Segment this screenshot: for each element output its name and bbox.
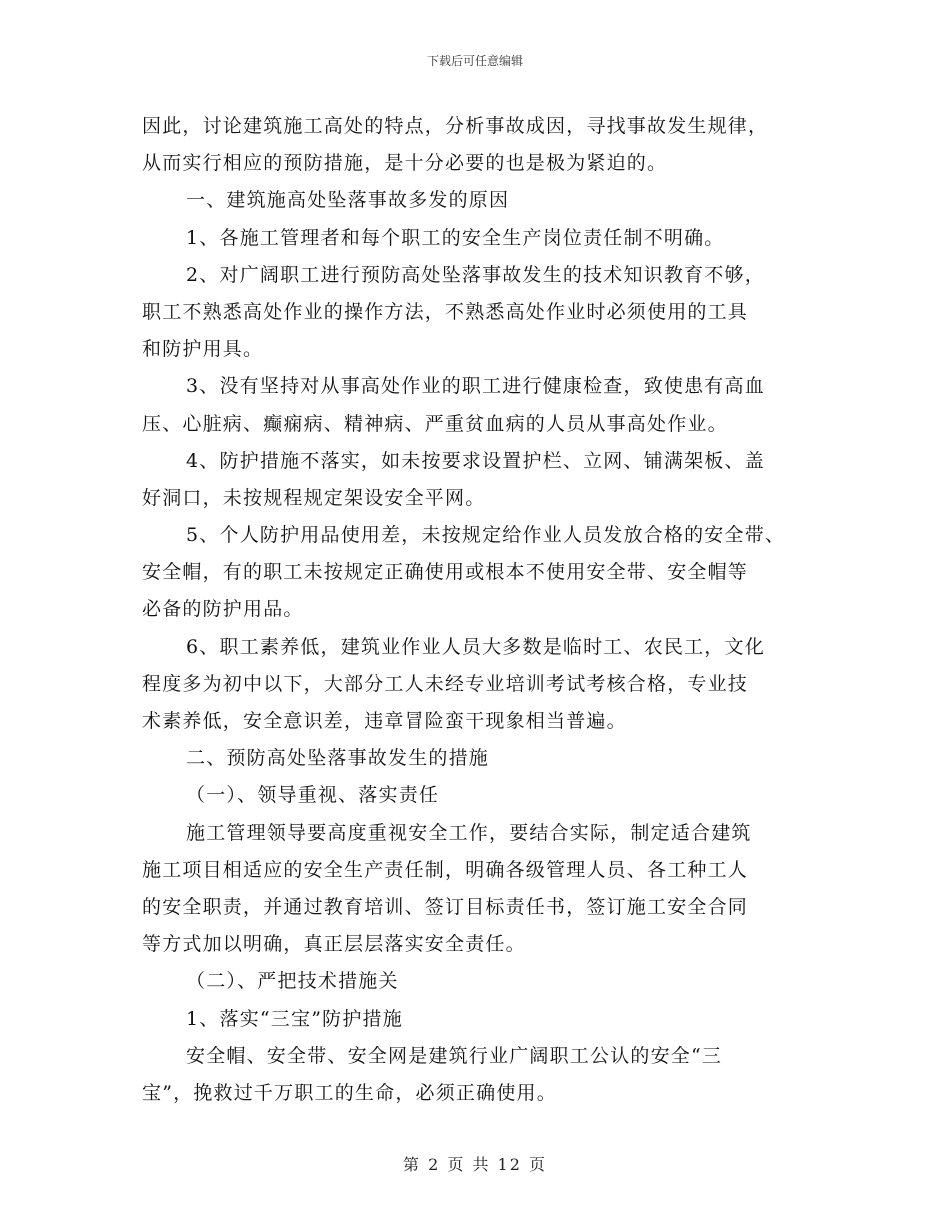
text-line: 职工不熟悉高处作业的操作方法，不熟悉高处作业时必须使用的工具 [142, 300, 749, 323]
page-footer: 第 2 页 共 12 页 [403, 1155, 547, 1174]
text-line: 从而实行相应的预防措施，是十分必要的也是极为紧迫的。 [142, 152, 668, 175]
text-line: 安全帽、安全带、安全网是建筑行业广阔职工公认的安全“三 [186, 1044, 723, 1067]
text-line: 施工项目相适应的安全生产责任制，明确各级管理人员、各工种工人 [142, 858, 749, 881]
text-line: 1、落实“三宝”防护措施 [186, 1007, 403, 1030]
text-line: 施工管理领导要高度重视安全工作，要结合实际，制定适合建筑 [186, 821, 752, 844]
text-line: 的安全职责，并通过教育培训、签订目标责任书，签订施工安全合同 [142, 895, 749, 918]
text-line: 术素养低，安全意识差，违章冒险蛮干现象相当普遍。 [142, 710, 627, 732]
text-line: 4、防护措施不落实，如未按要求设置护栏、立网、铺满架板、盖 [186, 449, 765, 472]
text-line: 2、对广阔职工进行预防高处坠落事故发生的技术知识教育不够， [186, 263, 765, 286]
text-line: 一、建筑施高处坠落事故多发的原因 [186, 189, 510, 212]
text-line: 压、心脏病、癫痫病、精神病、严重贫血病的人员从事高处作业。 [142, 412, 728, 435]
text-line: 必备的防护用品。 [142, 598, 304, 621]
text-line: 6、职工素养低，建筑业作业人员大多数是临时工、农民工，文化 [186, 635, 765, 658]
text-line: 好洞口，未按规程规定架设安全平网。 [142, 486, 486, 509]
text-line: 等方式加以明确，真正层层落实安全责任。 [142, 933, 526, 956]
text-line: 安全帽，有的职工未按规定正确使用或根本不使用安全带、安全帽等 [142, 561, 749, 584]
text-line: 3、没有坚持对从事高处作业的职工进行健康检查，致使患有高血 [186, 375, 765, 398]
text-line: （一）、领导重视、落实责任 [186, 784, 440, 807]
text-line: （二）、严把技术措施关 [186, 970, 399, 993]
document-body [142, 108, 832, 1112]
text-line: 程度多为初中以下，大部分工人未经专业培训考试考核合格，专业技 [142, 672, 749, 695]
text-line: 二、预防高处坠落事故发生的措施 [186, 747, 490, 770]
text-line: 1、各施工管理者和每个职工的安全生产岗位责任制不明确。 [186, 226, 725, 249]
text-line: 宝”，挽救过千万职工的生命，必须正确使用。 [142, 1081, 557, 1104]
text-line: 5、个人防护用品使用差，未按规定给作业人员发放合格的安全带、 [186, 524, 786, 547]
text-line: 因此，讨论建筑施工高处的特点，分析事故成因，寻找事故发生规律， [142, 115, 769, 137]
text-line: 和防护用具。 [142, 338, 264, 361]
header-note: 下载后可任意编辑 [426, 54, 523, 68]
